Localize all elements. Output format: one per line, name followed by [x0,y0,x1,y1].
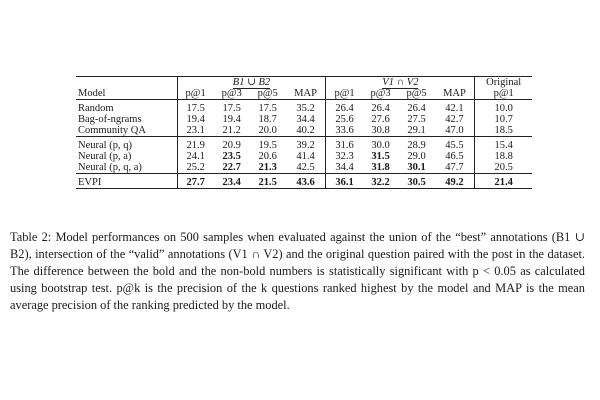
table-cell: 25.2 [177,162,214,174]
results-table-container [76,76,532,189]
table-cell: 47.7 [445,162,464,173]
table-row [76,114,532,125]
table-cell: 34.4 [296,114,315,125]
table-row [76,151,532,162]
table-cell-bold: 21.3 [258,162,277,173]
table-cell: 17.5 [258,103,277,114]
table-cell-bold: 43.6 [286,177,326,189]
column-header: p@3 [370,88,391,99]
table-cell-bold: 21.5 [250,177,286,189]
table-cell: 20.6 [258,151,277,162]
table-row [76,103,532,114]
table-cell: 24.1 [177,151,214,162]
table-cell: 18.5 [475,125,532,137]
model-name: Community QA [78,125,146,136]
table-cell: 27.6 [371,114,390,125]
model-name: Bag-of-ngrams [78,114,142,125]
table-cell: 42.5 [296,162,315,173]
model-name: Neural (p, q, a) [78,162,142,173]
table-cell: 17.5 [222,103,241,114]
table-cell: 10.0 [475,103,532,114]
column-header: MAP [294,88,317,99]
group-header-row [76,77,532,89]
model-name: Neural (p, a) [78,151,132,162]
table-cell: 39.2 [296,140,315,151]
table-cell-bold: 22.7 [222,162,241,173]
table-row [76,125,532,137]
table-cell: 19.4 [222,114,241,125]
table-cell: 40.2 [296,125,315,136]
column-header: p@5 [406,88,427,99]
table-row [76,162,532,174]
column-header: p@1 [177,88,214,100]
table-cell: 32.3 [326,151,363,162]
table-cell: 30.8 [371,125,390,136]
table-cell: 42.1 [445,103,464,114]
column-header: p@3 [221,88,242,99]
table-cell: 20.0 [258,125,277,136]
table-cell: 41.4 [296,151,315,162]
table-cell-bold: 36.1 [326,177,363,189]
results-table [76,76,532,189]
table-cell: 20.9 [222,140,241,151]
table-cell-bold: 31.8 [371,162,390,173]
column-header: p@1 [326,88,363,100]
table-cell: 21.9 [177,140,214,151]
table-cell-bold: 23.5 [222,151,241,162]
column-header: MAP [443,88,466,99]
table-cell-bold: 30.1 [407,162,426,173]
column-header-row [76,88,532,100]
table-cell: 21.2 [222,125,241,136]
model-name: Random [78,103,114,114]
table-cell: 42.7 [445,114,464,125]
table-cell-bold: 23.4 [214,177,250,189]
group-header-original: Original [475,77,532,89]
table-cell: 23.1 [177,125,214,137]
table-cell: 29.0 [407,151,426,162]
table-cell-bold: 32.2 [363,177,399,189]
table-cell: 10.7 [475,114,532,125]
table-cell-bold: 49.2 [435,177,475,189]
table-cell: 29.1 [407,125,426,136]
table-cell: 31.6 [326,140,363,151]
table-cell: 26.4 [407,103,426,114]
table-cell: 20.5 [475,162,532,174]
table-cell: 18.7 [258,114,277,125]
model-name: EVPI [76,177,177,189]
group-header-b1-union-b2: B1 ∪ B2 [232,77,271,88]
table-row [76,140,532,151]
table-cell: 28.9 [407,140,426,151]
table-cell: 34.4 [326,162,363,174]
model-name: Neural (p, q) [78,140,132,151]
table-cell: 46.5 [445,151,464,162]
table-caption: Table 2: Model performances on 500 samples when evaluated against the union of the “best” annotations (B1 ∪ B2), intersection of the “valid” annotations (V1 ∩ V2) and the original question paired with the post in the dataset. The difference between the bold and the non-bold numbers is statistically significant with p < 0.05 as calculated using bootstrap test. p@k is the precision of the k questions ranked highest by the model and MAP is the mean average precision of the ranking predicted by the model. [10,230,585,312]
table-cell: 25.6 [326,114,363,125]
table-cell: 17.5 [177,103,214,114]
table-cell: 45.5 [445,140,464,151]
table-cell: 19.4 [177,114,214,125]
table-cell: 18.8 [475,151,532,162]
table-row-evpi [76,177,532,189]
table-cell-bold: 31.5 [371,151,390,162]
table-cell: 15.4 [475,140,532,151]
column-header: p@1 [475,88,532,100]
table-cell-bold: 27.7 [177,177,214,189]
table-cell: 35.2 [296,103,315,114]
table-cell: 26.4 [326,103,363,114]
table-cell: 47.0 [445,125,464,136]
model-column-header: Model [78,88,106,99]
group-header-v1-intersect-v2: V1 ∩ V2 [382,77,419,88]
table-cell-bold: 30.5 [399,177,435,189]
column-header: p@5 [257,88,278,99]
table-cell: 33.6 [326,125,363,137]
table-cell: 26.4 [371,103,390,114]
table-cell: 27.5 [407,114,426,125]
table-cell: 19.5 [258,140,277,151]
table-cell-bold: 21.4 [475,177,532,189]
table-cell: 30.0 [371,140,390,151]
